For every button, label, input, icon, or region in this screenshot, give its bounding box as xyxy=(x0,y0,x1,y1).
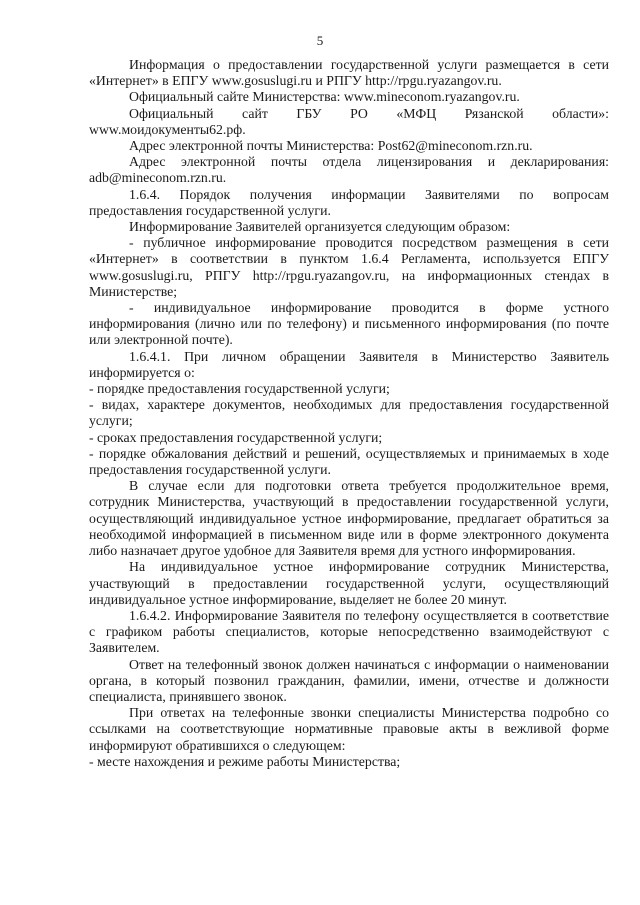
paragraph: Официальный сайт ГБУ РО «МФЦ Рязанской области»: www.моидокументы62.рф. xyxy=(89,105,609,137)
list-item: - сроках предоставления государственной услуги; xyxy=(89,429,383,445)
document-body xyxy=(89,57,609,770)
paragraph: Информирование Заявителей организуется следующим образом: xyxy=(129,219,511,235)
paragraph: Адрес электронной почты Министерства: Post62@mineconom.rzn.ru. xyxy=(129,138,533,154)
list-item: - публичное информирование проводится посредством размещения в сети «Интернет» в соответствии в пунктом 1.6.4 Регламента, используется ЕПГУ www.gosuslugi.ru, РПГУ http://rpgu.ryazangov.ru, на информационных стендах в Министерстве; xyxy=(89,235,609,299)
list-item: - порядке предоставления государственной услуги; xyxy=(89,381,390,397)
section-heading: 1.6.4. Порядок получения информации Заявителями по вопросам предоставления государственной услуги. xyxy=(89,186,609,218)
paragraph: Информация о предоставлении государственной услуги размещается в сети «Интернет» в ЕПГУ www.gosuslugi.ru и РПГУ http://rpgu.ryazangov.ru. xyxy=(89,57,609,89)
paragraph: Адрес электронной почты отдела лицензирования и декларирования: adb@mineconom.rzn.ru. xyxy=(89,154,609,186)
list-item: - индивидуальное информирование проводится в форме устного информирования (лично или по телефону) и письменного информирования (по почте или электронной почте). xyxy=(89,300,609,348)
list-item: - видах, характере документов, необходимых для предоставления государственной услуги; xyxy=(89,397,609,429)
section-heading: 1.6.4.2. Информирование Заявителя по телефону осуществляется в соответствие с графиком работы специалистов, которые непосредственно взаимодействуют с Заявителем. xyxy=(89,607,609,656)
paragraph: При ответах на телефонные звонки специалисты Министерства подробно со ссылками на соответствующие нормативные правовые акты в вежливой форме информируют обратившихся о следующем: xyxy=(89,705,609,753)
page-number: 5 xyxy=(316,33,324,48)
list-item: - месте нахождения и режиме работы Министерства; xyxy=(89,753,401,769)
paragraph: Ответ на телефонный звонок должен начинаться с информации о наименовании органа, в который позвонил гражданин, фамилии, имени, отчестве и должности специалиста, принявшего звонок. xyxy=(89,656,609,704)
paragraph: В случае если для подготовки ответа требуется продолжительное время, сотрудник Министерства, участвующий в предоставлении государственной услуги, осуществляющий индивидуальное устное информирование, предлагает обратиться за необходимой информацией в письменном виде или в форме электронного документа либо назначает другое удобное для Заявителя время для устного информирования. xyxy=(89,478,609,559)
paragraph: Официальный сайте Министерства: www.mineconom.ryazangov.ru. xyxy=(129,89,520,105)
section-heading: 1.6.4.1. При личном обращении Заявителя в Министерство Заявитель информируется о: xyxy=(89,348,609,380)
list-item: - порядке обжалования действий и решений, осуществляемых и принимаемых в ходе предоставления государственной услуги. xyxy=(89,445,609,478)
paragraph: На индивидуальное устное информирование сотрудник Министерства, участвующий в предоставлении государственной услуги, осуществляющий индивидуальное устное информирование, выделяет не более 20 минут. xyxy=(89,559,609,607)
